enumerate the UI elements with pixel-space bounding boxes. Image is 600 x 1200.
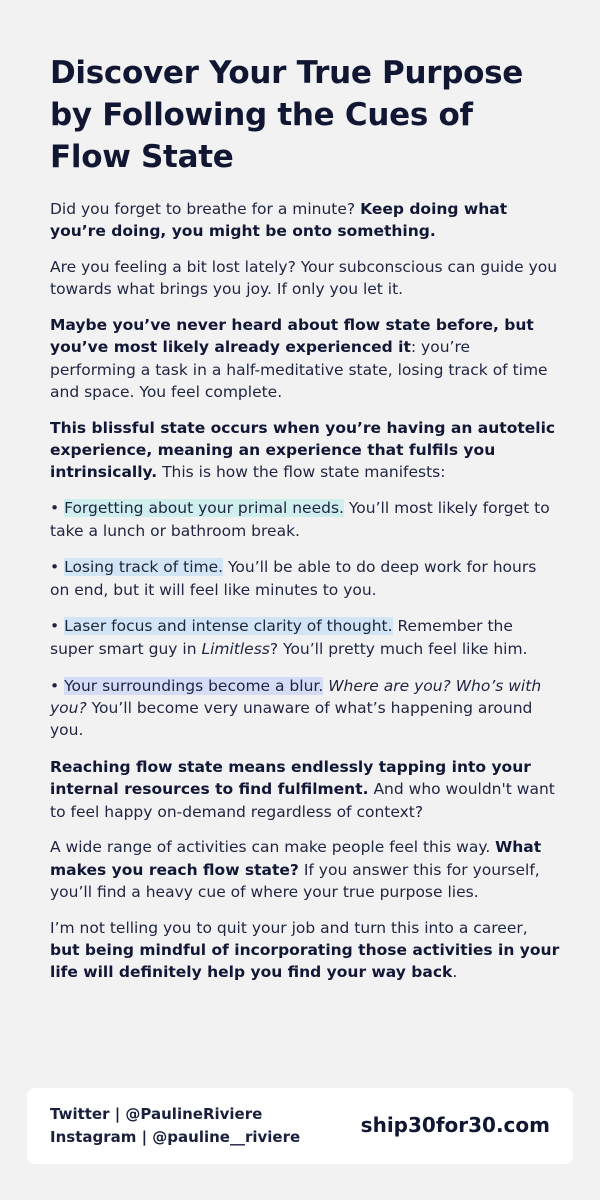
intro-emphasis: Keep doing what you’re doing, you might be onto something. — [50, 200, 508, 241]
flow-definition-emphasis: Maybe you’ve never heard about flow state before, but you’ve most likely already experienced it — [50, 316, 534, 357]
activities-text-end: If you answer this for yourself, you’ll find a heavy cue of where your true purpose lies. — [50, 860, 540, 901]
bullet-text: You’ll become very unaware of what’s happening around you. — [50, 698, 533, 740]
bullet-highlight: Losing track of time. — [64, 558, 224, 577]
bullet-text: You’ll most likely forget to take a lunch or bathroom break. — [50, 499, 550, 540]
social-handles — [50, 1103, 300, 1149]
closing-paragraph — [50, 917, 560, 984]
article-title: Discover Your True Purpose by Following the Cues of Flow State — [50, 55, 524, 175]
autotelic-paragraph — [50, 417, 560, 484]
bullet-highlight: Laser focus and intense clarity of thought. — [64, 617, 393, 636]
bullet-focus — [50, 615, 560, 660]
article — [50, 52, 560, 997]
bullet-italic: Limitless — [201, 639, 270, 658]
bullet-surroundings — [50, 675, 560, 742]
bullet-dot: • — [50, 558, 65, 577]
activities-text: A wide range of activities can make people feel this way. — [50, 838, 496, 857]
intro-text: Did you forget to breathe for a minute? — [50, 200, 361, 218]
flow-definition-paragraph — [50, 314, 560, 403]
autotelic-emphasis: This blissful state occurs when you’re having an autotelic experience, meaning an experience that fulfils you intrinsically. — [50, 418, 556, 482]
closing-text: I’m not telling you to quit your job and turn this into a career, — [50, 918, 528, 937]
resources-paragraph — [50, 756, 560, 823]
activities-emphasis: What makes you reach flow state? — [50, 838, 542, 879]
resources-text: And who wouldn't want to feel happy on-demand regardless of context? — [50, 780, 555, 821]
flow-definition-text: : you’re performing a task in a half-meditative state, losing track of time and space. You feel complete. — [50, 338, 548, 402]
bullet-italic: Where are you? Who’s with you? — [50, 676, 542, 717]
bullet-primal-needs — [50, 497, 560, 542]
resources-emphasis: Reaching flow state means endlessly tapping into your internal resources to find fulfilment. — [50, 757, 531, 799]
closing-period: . — [452, 963, 458, 982]
bullet-dot: • — [50, 499, 65, 518]
bullet-highlight: Your surroundings become a blur. — [64, 676, 324, 695]
intro-paragraph — [50, 198, 560, 243]
bullet-highlight: Forgetting about your primal needs. — [64, 499, 344, 518]
bullet-dot: • — [50, 617, 65, 636]
bullet-text: Remember the super smart guy in — [50, 617, 513, 658]
lost-text: Are you feeling a bit lost lately? Your subconscious can guide you towards what brings you joy. If only you let it. — [50, 258, 558, 299]
bullet-text: You’ll be able to do deep work for hours on end, but it will feel like minutes to you. — [50, 558, 537, 599]
autotelic-text: This is how the flow state manifests: — [157, 463, 446, 482]
instagram-handle[interactable]: Instagram | @pauline__riviere — [50, 1128, 301, 1146]
footer-card — [27, 1088, 573, 1164]
closing-emphasis: but being mindful of incorporating those activities in your life will definitely help you find your way back — [50, 941, 560, 982]
lost-paragraph — [50, 256, 560, 301]
twitter-handle[interactable]: Twitter | @PaulineRiviere — [50, 1105, 263, 1123]
activities-paragraph — [50, 836, 560, 903]
bullet-time — [50, 556, 560, 601]
website-link[interactable]: ship30for30.com — [360, 1113, 550, 1137]
bullet-dot: • — [50, 676, 65, 695]
bullet-text-end: ? You’ll pretty much feel like him. — [269, 639, 528, 658]
